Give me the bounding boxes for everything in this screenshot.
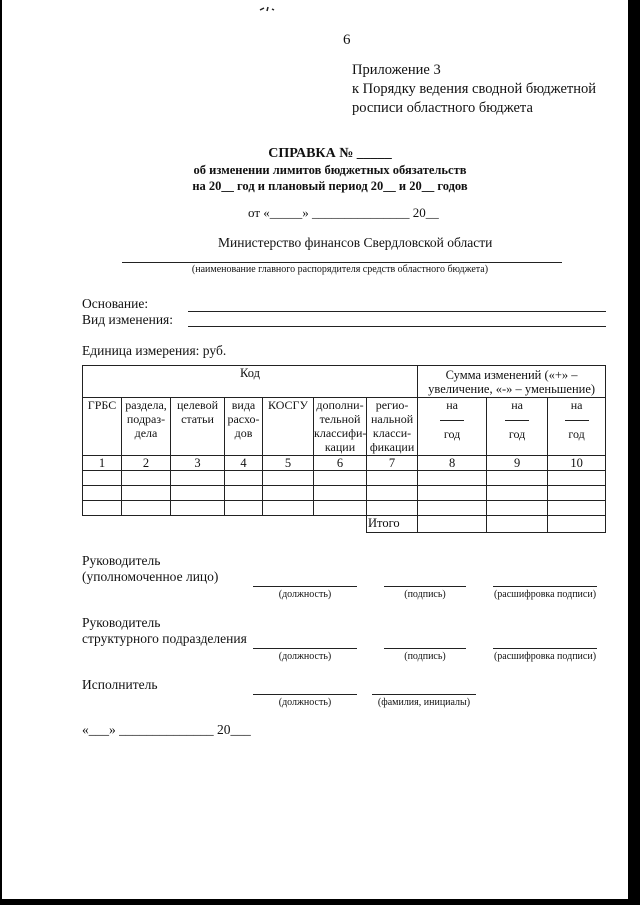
head-signature-line: [384, 586, 466, 587]
column-header-section: раздела, подраз- дела: [122, 398, 171, 456]
document-title: СПРАВКА № _____: [268, 146, 392, 161]
page-number: 6: [343, 32, 351, 48]
column-header-expense-type: вида расхо- дов: [225, 398, 263, 456]
basis-label: Основание:: [82, 296, 149, 311]
column-number: 3: [171, 456, 225, 471]
ministry-hint: (наименование главного распорядителя средств областного бюджета): [191, 264, 489, 275]
ministry-name: Министерство финансов Свердловской области: [218, 235, 493, 250]
document-subtitle-1: об изменении лимитов бюджетных обязательств: [193, 163, 467, 177]
document-subtitle-2: на 20__ год и плановый период 20__ и 20__ годов: [192, 179, 468, 193]
unit-label: Единица измерения: руб.: [82, 343, 227, 358]
year-2-bottom: год: [508, 427, 526, 441]
column-header-kosgu: КОСГУ: [263, 398, 314, 456]
head-label-line-1: Руководитель: [82, 553, 161, 568]
year-3-bottom: год: [568, 427, 585, 441]
table-row: [83, 486, 606, 501]
ministry-underline: [122, 262, 562, 263]
year-2-top: на: [511, 398, 523, 412]
unit-head-decoding-caption: (расшифровка подписи): [493, 651, 597, 662]
year-1-blank: [440, 420, 464, 421]
column-header-target: целевой статьи: [171, 398, 225, 456]
appendix-block: [352, 61, 596, 118]
head-decoding-caption: (расшифровка подписи): [493, 589, 597, 600]
changes-table: [82, 365, 606, 533]
column-header-year-1: [418, 398, 487, 456]
scan-artifact-mark: [258, 4, 276, 14]
unit-head-position-line: [253, 648, 357, 649]
change-type-label: Вид изменения:: [82, 312, 173, 327]
column-numbers-row: [83, 456, 606, 471]
appendix-line-3: росписи областного бюджета: [352, 100, 533, 116]
year-2-blank: [505, 420, 529, 421]
unit-head-label: [82, 615, 247, 647]
year-1-bottom: год: [443, 427, 461, 441]
appendix-line-2: к Порядку ведения сводной бюджетной: [352, 81, 597, 97]
scan-right-edge: [628, 0, 640, 905]
unit-head-label-line-2: структурного подразделения: [82, 631, 247, 646]
total-label: Итого: [367, 516, 418, 533]
basis-line: [188, 311, 606, 312]
sum-header-line-1: Сумма изменений («+» –: [445, 368, 578, 382]
executor-name-line: [372, 694, 476, 695]
change-type-line: [188, 326, 606, 327]
column-number: 8: [418, 456, 487, 471]
unit-head-decoding-line: [493, 648, 597, 649]
executor-name-caption: (фамилия, инициалы): [377, 697, 471, 708]
final-date: «___» ______________ 20___: [82, 722, 251, 737]
head-position-caption: (должность): [278, 589, 332, 600]
head-decoding-line: [493, 586, 597, 587]
executor-position-line: [253, 694, 357, 695]
unit-head-signature-caption: (подпись): [404, 651, 446, 662]
column-number: 1: [83, 456, 122, 471]
column-number: 4: [225, 456, 263, 471]
column-number: 2: [122, 456, 171, 471]
head-label: [82, 553, 218, 585]
scan-bottom-edge: [0, 899, 640, 905]
scan-left-edge: [0, 0, 2, 905]
column-header-year-3: [548, 398, 606, 456]
code-header: Код: [83, 366, 418, 398]
column-header-additional: дополни- тельной классифи- кации: [314, 398, 367, 454]
table-row: [83, 501, 606, 516]
head-position-line: [253, 586, 357, 587]
year-3-top: на: [570, 398, 583, 412]
head-signature-caption: (подпись): [404, 589, 446, 600]
column-number: 7: [367, 456, 418, 471]
column-header-grbs: ГРБС: [83, 398, 122, 456]
unit-head-position-caption: (должность): [278, 651, 332, 662]
year-3-blank: [565, 420, 589, 421]
column-header-year-2: [487, 398, 548, 456]
sum-header: [418, 366, 606, 398]
unit-head-signature-line: [384, 648, 466, 649]
column-number: 6: [314, 456, 367, 471]
head-label-line-2: (уполномоченное лицо): [82, 569, 219, 584]
total-row: [83, 516, 606, 533]
document-date: от «_____» _______________ 20__: [248, 205, 439, 220]
unit-head-label-line-1: Руководитель: [82, 615, 161, 630]
sum-header-line-2: увеличение, «-» – уменьшение): [428, 382, 596, 396]
column-number: 5: [263, 456, 314, 471]
year-1-top: на: [446, 398, 458, 412]
column-header-regional: регио- нальной класси- фикации: [367, 398, 418, 456]
executor-label: Исполнитель: [82, 677, 158, 692]
table-row: [83, 471, 606, 486]
appendix-line-1: Приложение 3: [352, 62, 441, 78]
column-number: 10: [548, 456, 606, 471]
executor-position-caption: (должность): [278, 697, 332, 708]
column-number: 9: [487, 456, 548, 471]
